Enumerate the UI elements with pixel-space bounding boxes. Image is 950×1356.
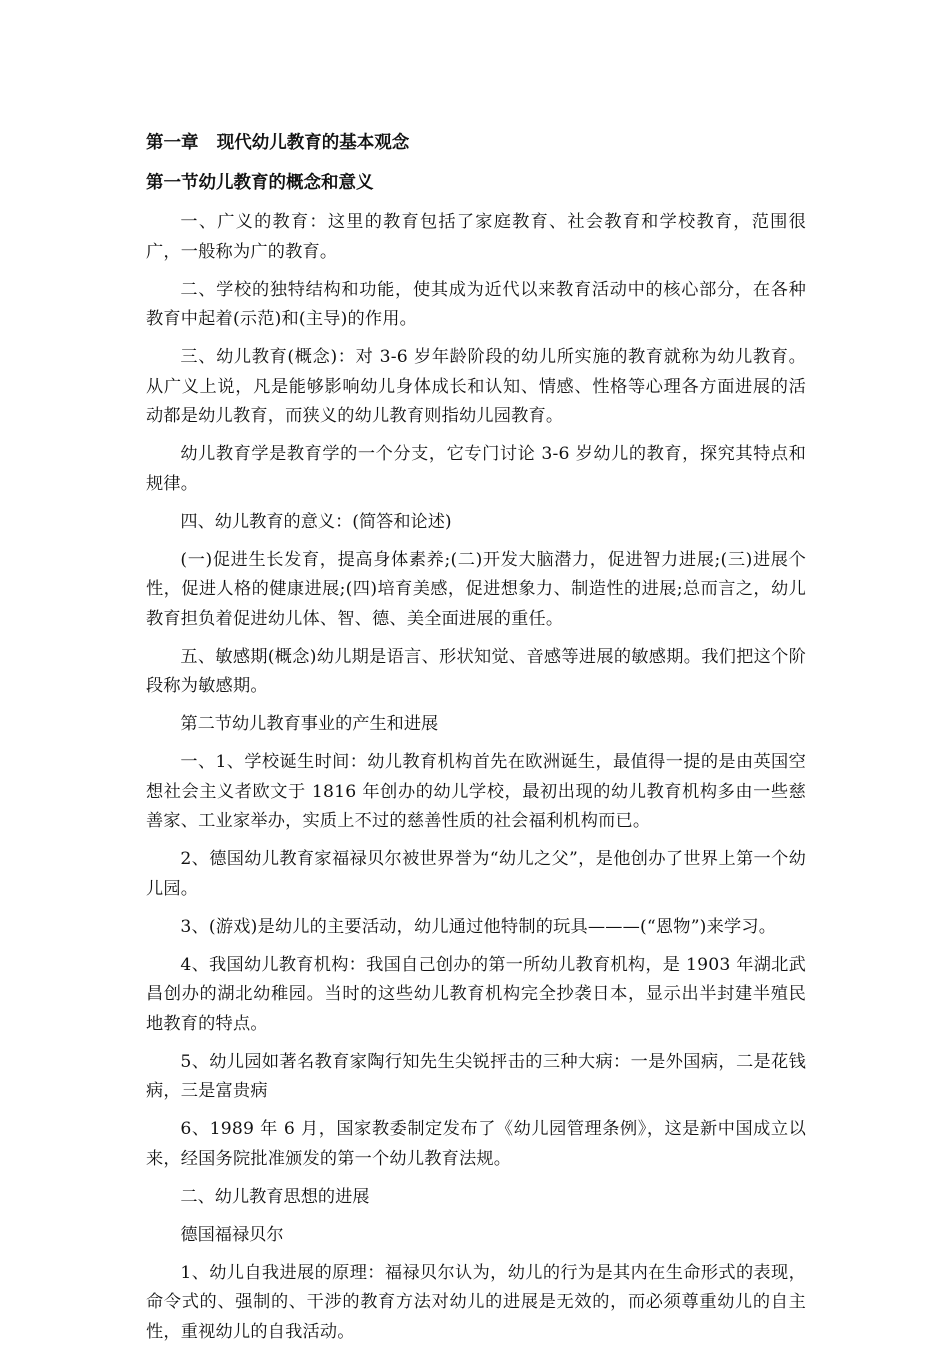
paragraph-china-institution: 4、我国幼儿教育机构：我国自己创办的第一所幼儿教育机构，是 1903 年湖北武昌创办的湖北幼稚园。当时的这些幼儿教育机构完全抄袭日本，显示出半封建半殖民地教育的特点。 — [146, 954, 806, 1034]
chapter-title: 第一章 现代幼儿教育的基本观念 — [146, 133, 410, 153]
paragraph-broad-education: 一、广义的教育：这里的教育包括了家庭教育、社会教育和学校教育，范围很广，一般称为广的教育。 — [146, 212, 806, 262]
document-page — [146, 128, 806, 1356]
paragraph-play: 3、(游戏)是幼儿的主要活动，幼儿通过他特制的玩具———(“恩物”)来学习。 — [180, 916, 777, 937]
paragraph-school-structure: 二、学校的独特结构和功能，使其成为近代以来教育活动中的核心部分，在各种教育中起着(示范)和(主导)的作用。 — [146, 279, 806, 329]
section-title: 第一节幼儿教育的概念和意义 — [146, 173, 374, 193]
paragraph-thought-heading: 二、幼儿教育思想的进展 — [180, 1186, 370, 1207]
paragraph-froebel: 2、德国幼儿教育家福禄贝尔被世界誉为“幼儿之父”，是他创办了世界上第一个幼儿园。 — [146, 849, 806, 899]
paragraph-froebel-heading: 德国福禄贝尔 — [180, 1224, 284, 1245]
section-two-heading: 第二节幼儿教育事业的产生和进展 — [180, 714, 439, 734]
paragraph-preschool-pedagogy: 幼儿教育学是教育学的一个分支，它专门讨论 3-6 岁幼儿的教育，探究其特点和规律。 — [146, 444, 806, 494]
paragraph-regulations: 6、1989 年 6 月，国家教委制定发布了《幼儿园管理条例》，这是新中国成立以来，经国务院批准颁发的第一个幼儿教育法规。 — [146, 1119, 806, 1169]
paragraph-school-birth: 一、1、学校诞生时间：幼儿教育机构首先在欧洲诞生，最值得一提的是由英国空想社会主义者欧文于 1816 年创办的幼儿学校，最初出现的幼儿教育机构多由一些慈善家、工业家举办，实质上不过的慈善性质的社会福利机构而已。 — [146, 752, 806, 831]
paragraph-sensitive-period: 五、敏感期(概念)幼儿期是语言、形状知觉、音感等进展的敏感期。我们把这个阶段称为敏感期。 — [146, 646, 806, 696]
paragraph-preschool-definition: 三、幼儿教育(概念)：对 3-6 岁年龄阶段的幼儿所实施的教育就称为幼儿教育。从广义上说，凡是能够影响幼儿身体成长和认知、情感、性格等心理各方面进展的活动都是幼儿教育，而狭义的幼儿教育则指幼儿园教育。 — [146, 347, 806, 426]
paragraph-significance-heading: 四、幼儿教育的意义：(简答和论述) — [180, 511, 452, 532]
paragraph-self-development: 1、幼儿自我进展的原理：福禄贝尔认为，幼儿的行为是其内在生命形式的表现，命令式的、强制的、干涉的教育方法对幼儿的进展是无效的，而必须尊重幼儿的自主性，重视幼儿的自我活动。 — [146, 1262, 806, 1342]
paragraph-significance-list: (一)促进生长发育，提高身体素养;(二)开发大脑潜力，促进智力进展;(三)进展个性，促进人格的健康进展;(四)培育美感，促进想象力、制造性的进展;总而言之，幼儿教育担负着促进幼儿体、智、德、美全面进展的重任。 — [146, 549, 806, 629]
paragraph-three-diseases: 5、幼儿园如著名教育家陶行知先生尖锐抨击的三种大病：一是外国病，二是花钱病，三是富贵病 — [146, 1051, 806, 1101]
